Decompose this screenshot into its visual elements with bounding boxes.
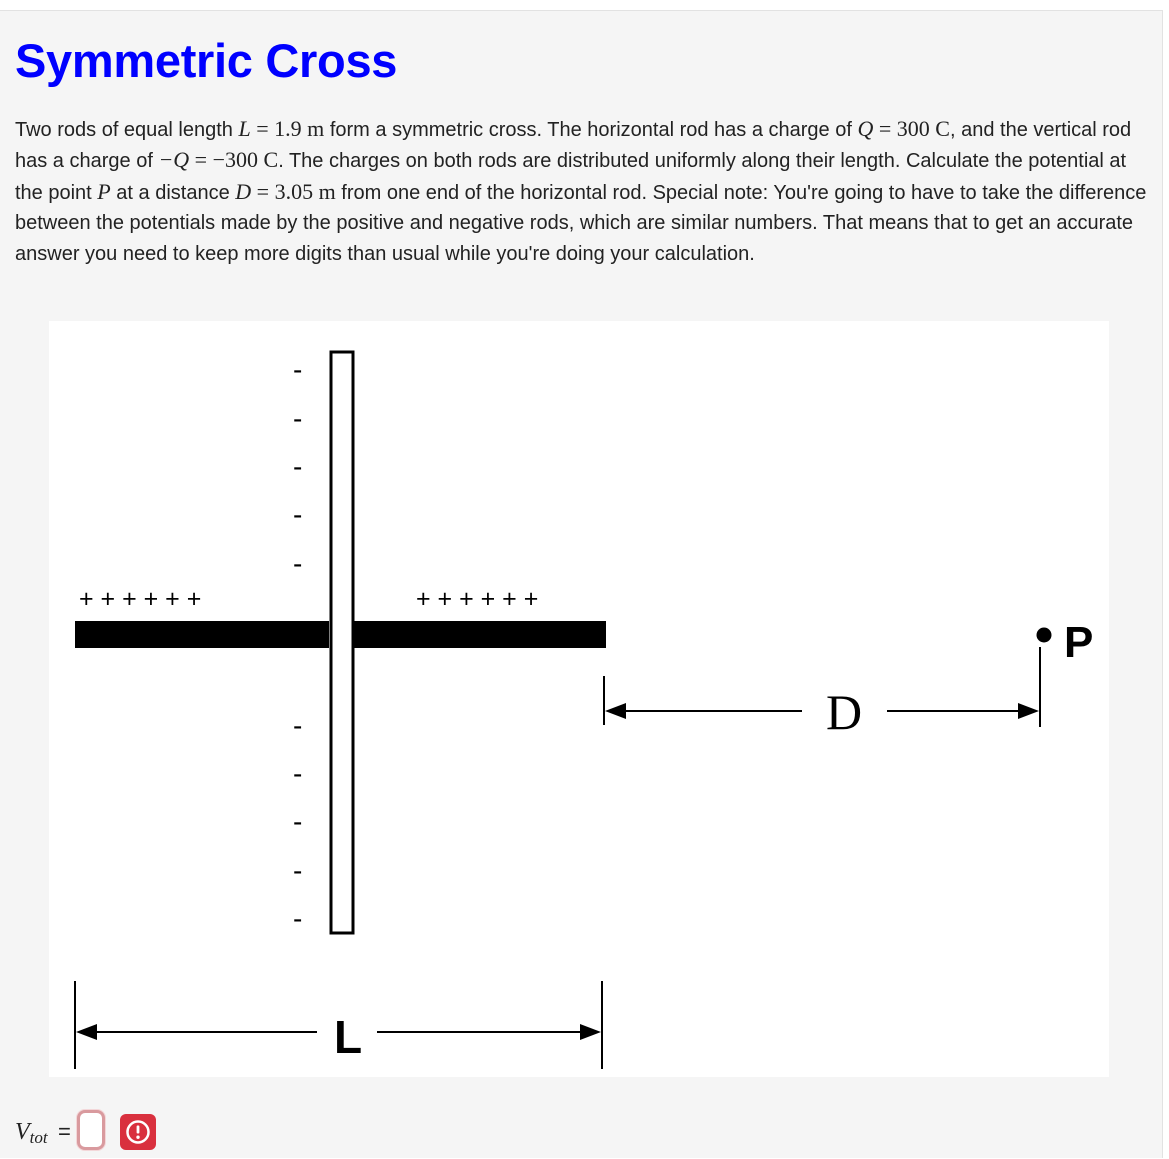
plus-charges-left: + + + + + + xyxy=(79,585,202,613)
problem-statement xyxy=(15,114,1150,269)
page-title: Symmetric Cross xyxy=(15,34,398,87)
math-P-symbol: P xyxy=(97,178,111,204)
cross-diagram-svg xyxy=(49,321,1109,1077)
minus-charge: - xyxy=(293,354,303,385)
answer-row xyxy=(15,1107,315,1159)
point-p-label: P xyxy=(1064,618,1094,667)
horizontal-rod-right xyxy=(354,621,606,648)
vtot-sub: tot xyxy=(29,1128,48,1147)
minus-charge: - xyxy=(293,403,303,434)
exclamation-circle-icon-svg xyxy=(120,1114,156,1150)
math-Q-value: 300 C xyxy=(896,116,950,141)
minus-charge: - xyxy=(293,499,303,530)
vertical-rod xyxy=(331,352,353,933)
math-negQ-symbol: −Q xyxy=(158,147,190,173)
math-equals-3: = xyxy=(189,147,213,173)
cross-diagram xyxy=(49,321,1109,1077)
problem-text-5: at a distance xyxy=(110,181,236,204)
minus-charge: - xyxy=(293,710,303,741)
minus-charge: - xyxy=(293,855,303,886)
minus-charge: - xyxy=(293,451,303,482)
math-Q-symbol: Q xyxy=(857,116,874,141)
vtot-var: V xyxy=(15,1119,30,1145)
d-label: D xyxy=(825,684,863,740)
math-D-symbol: D xyxy=(235,178,252,204)
d-dimension-arrow xyxy=(604,647,1040,727)
problem-panel xyxy=(0,10,1163,1158)
problem-text-4: . The charges on both rods are distributed uniformly along their length. Calculate the potential at the point xyxy=(15,150,1127,204)
math-negQ-value: −300 C xyxy=(212,147,279,173)
math-D-value: 3.05 m xyxy=(274,178,336,204)
minus-charge: - xyxy=(293,758,303,789)
math-equals-2: = xyxy=(873,116,897,141)
point-p-marker xyxy=(1037,628,1052,643)
horizontal-rod-left xyxy=(75,621,329,648)
vtot-label xyxy=(15,1119,48,1148)
minus-charge: - xyxy=(293,806,303,837)
plus-charges-right: + + + + + + xyxy=(416,585,539,613)
answer-input[interactable] xyxy=(77,1110,105,1150)
math-L-symbol: L xyxy=(238,116,251,141)
equals-sign: = xyxy=(58,1119,71,1144)
math-L-value: 1.9 m xyxy=(274,116,325,141)
minus-charge: - xyxy=(293,903,303,934)
math-equals-4: = xyxy=(251,178,275,204)
math-equals-1: = xyxy=(250,116,275,141)
exclamation-circle-icon[interactable] xyxy=(120,1114,156,1150)
problem-text-6: from one end of the horizontal rod. Special note: You're going to have to take the difference between the potentials made by the positive and negative rods, which are similar numbers. That means that to get an accurate answer you need to keep more digits than usual while you're doing your calculation. xyxy=(15,181,1147,265)
l-label: L xyxy=(333,1011,363,1063)
problem-text-1: Two rods of equal length xyxy=(15,119,239,141)
problem-text-2: form a symmetric cross. The horizontal rod has a charge of xyxy=(324,119,858,141)
minus-charge: - xyxy=(293,548,303,579)
problem-text-3: , and the vertical rod has a charge of xyxy=(15,119,1132,173)
